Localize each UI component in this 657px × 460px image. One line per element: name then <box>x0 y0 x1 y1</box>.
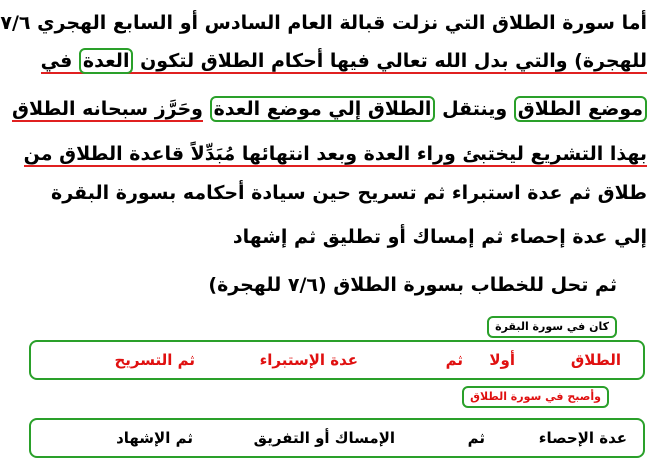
text-line-5: طلاق ثم عدة استبراء ثم تسريح حين سيادة أحكامه بسورة البقرة <box>51 182 647 204</box>
row1-cell-tasrih: ثم التسريح <box>114 351 195 369</box>
line-2-part-a: للهجرة) والتي بدل الله تعالي فيها أحكام الطلاق لتكون <box>140 50 647 72</box>
line-2-part-c: في <box>40 50 73 72</box>
text-line-4 <box>23 137 647 171</box>
text-line-6: إلي عدة إحصاء ثم إمساك أو تطليق ثم إشهاد <box>232 226 647 248</box>
line-3-boxed-a: موضع الطلاق <box>514 96 647 122</box>
row1-cell-awwalan: أولا <box>489 351 515 369</box>
row2-cell-thumma: ثم <box>467 429 485 447</box>
line-2-boxed-word: العدة <box>79 48 134 74</box>
line-3-boxed-c: الطلاق إلي موضع العدة <box>210 96 436 122</box>
row2-cell-ihsa: عدة الإحصاء <box>538 429 627 447</box>
baqara-sequence-row <box>29 340 645 380</box>
row1-cell-thumma: ثم <box>445 351 463 369</box>
row1-cell-talaq: الطلاق <box>570 351 621 369</box>
row2-cell-ishhad: ثم الإشهاد <box>116 429 193 447</box>
line-2-underlined <box>41 50 647 74</box>
text-line-3 <box>11 92 647 126</box>
row1-cell-istibra: عدة الإستبراء <box>259 351 358 369</box>
text-line-2 <box>27 44 647 78</box>
line-4-underlined: بهذا التشريع ليختبئ وراء العدة وبعد انتهائها مُبَدِّلاً قاعدة الطلاق من <box>23 143 647 165</box>
note-baqara: كان في سورة البقرة <box>487 316 617 338</box>
line-3-part-b: وينتقل <box>442 98 508 120</box>
note-talaq: وأصبح في سورة الطلاق <box>462 386 609 408</box>
text-line-1: أما سورة الطلاق التي نزلت قبالة العام السادس أو السابع الهجري ٧/٦ <box>0 12 647 34</box>
talaq-sequence-row <box>29 418 645 458</box>
text-line-7: ثم تحل للخطاب بسورة الطلاق (٧/٦ للهجرة) <box>208 274 617 296</box>
line-3-underlined-d: وحَرَّز سبحانه الطلاق <box>11 98 203 120</box>
row2-cell-imsak: الإمساك أو التفريق <box>253 429 395 447</box>
